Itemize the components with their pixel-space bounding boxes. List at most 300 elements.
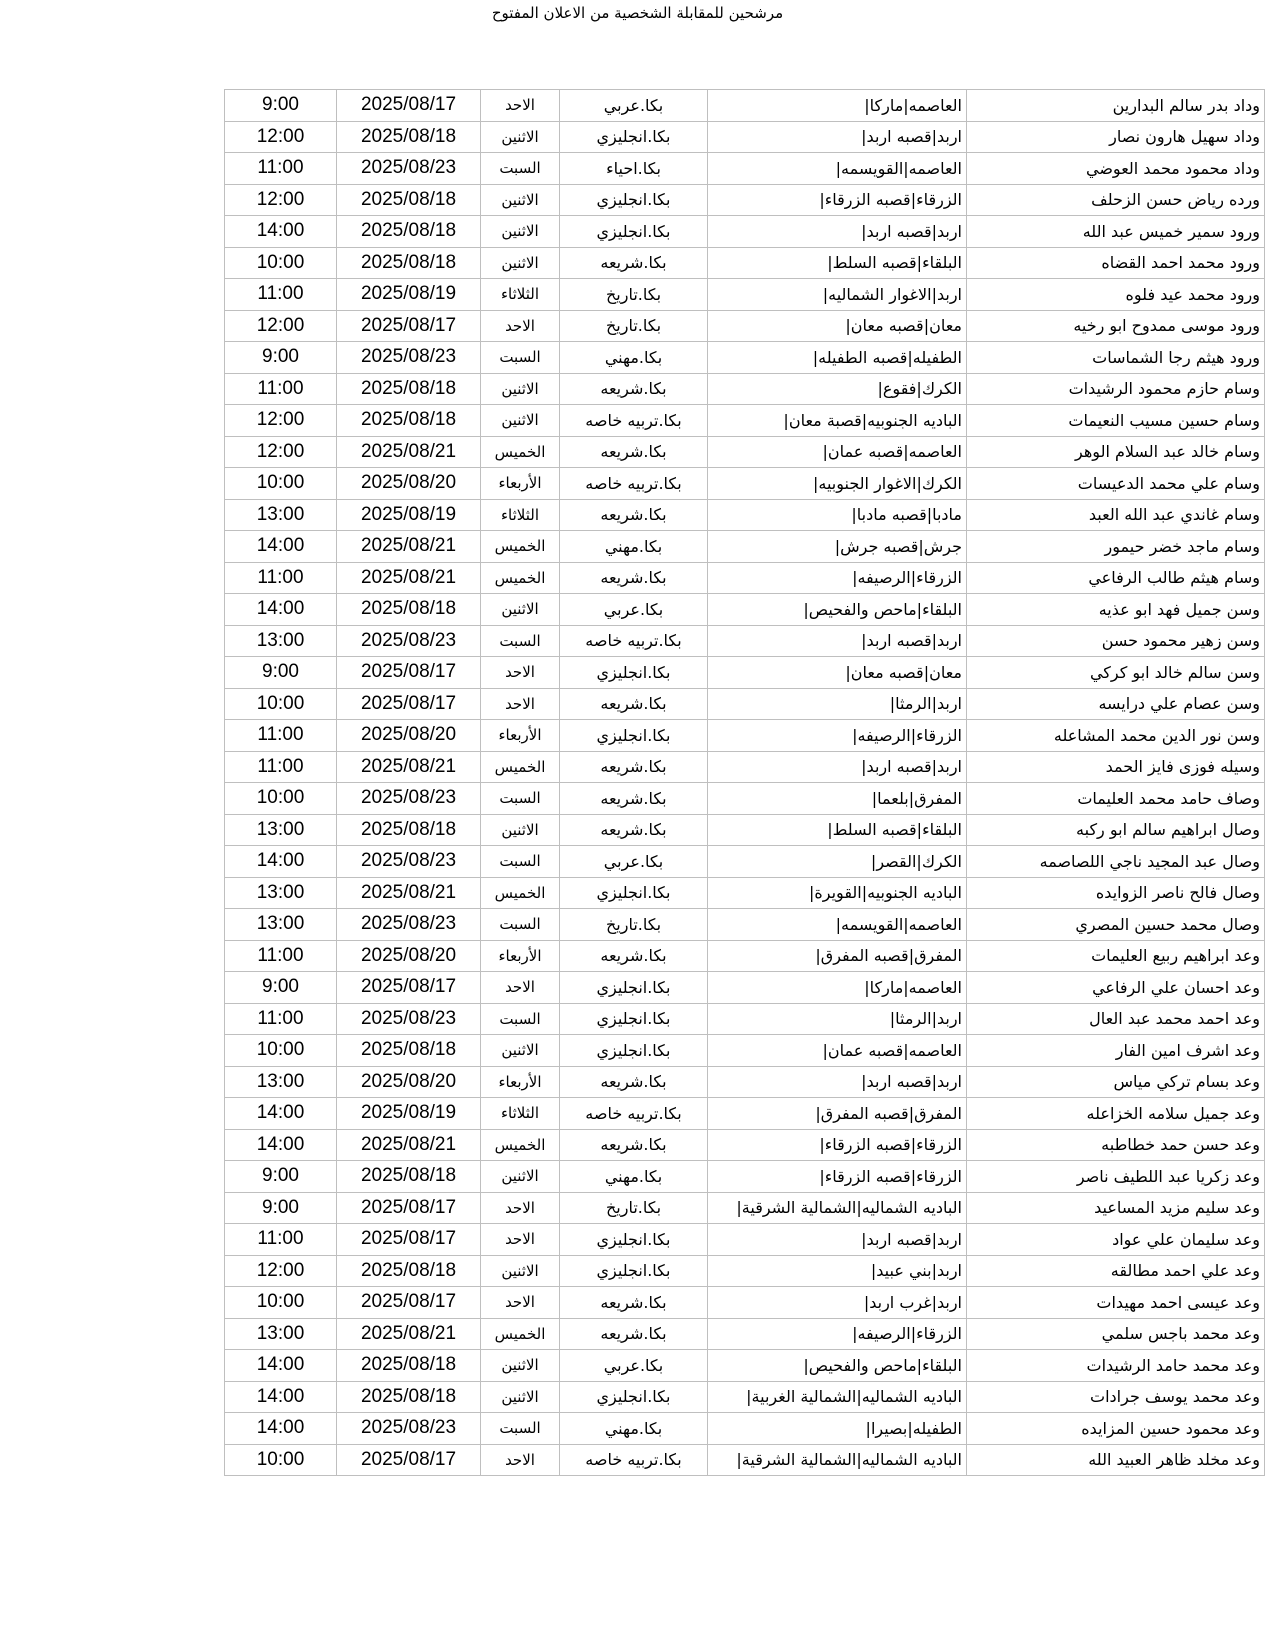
interview-date-cell: 2025/08/17 xyxy=(337,972,481,1004)
table-row xyxy=(225,468,1265,500)
interview-day-cell: السبت xyxy=(481,783,560,815)
interview-date-cell: 2025/08/21 xyxy=(337,751,481,783)
table-row xyxy=(225,1318,1265,1350)
candidate-name-cell: ورود محمد احمد القضاه xyxy=(967,247,1265,279)
interview-date-cell: 2025/08/23 xyxy=(337,909,481,941)
region-cell: الزرقاء|الرصيفه| xyxy=(708,720,967,752)
table-row xyxy=(225,90,1265,122)
region-cell: اربد|قصبه اربد| xyxy=(708,216,967,248)
interview-day-cell: الاحد xyxy=(481,657,560,689)
interview-day-cell: الأربعاء xyxy=(481,1066,560,1098)
region-cell: مادبا|قصبه مادبا| xyxy=(708,499,967,531)
candidate-name-cell: ورود هيثم رجا الشماسات xyxy=(967,342,1265,374)
interview-date-cell: 2025/08/18 xyxy=(337,1035,481,1067)
specialty-cell: بكا.عربي xyxy=(560,90,708,122)
interview-date-cell: 2025/08/21 xyxy=(337,877,481,909)
region-cell: البلقاء|ماحص والفحيص| xyxy=(708,594,967,626)
interview-date-cell: 2025/08/18 xyxy=(337,814,481,846)
specialty-cell: بكا.عربي xyxy=(560,846,708,878)
region-cell: الطفيله|بصيرا| xyxy=(708,1413,967,1445)
region-cell: اربد|قصبه اربد| xyxy=(708,1224,967,1256)
interview-time-cell: 12:00 xyxy=(225,1255,337,1287)
interview-date-cell: 2025/08/23 xyxy=(337,342,481,374)
specialty-cell: بكا.شريعه xyxy=(560,1129,708,1161)
candidate-name-cell: وعد بسام تركي مياس xyxy=(967,1066,1265,1098)
interview-time-cell: 14:00 xyxy=(225,594,337,626)
specialty-cell: بكا.شريعه xyxy=(560,940,708,972)
interview-date-cell: 2025/08/18 xyxy=(337,405,481,437)
region-cell: المفرق|قصبه المفرق| xyxy=(708,940,967,972)
interview-time-cell: 13:00 xyxy=(225,909,337,941)
interview-time-cell: 14:00 xyxy=(225,846,337,878)
table-row xyxy=(225,1098,1265,1130)
interview-day-cell: الثلاثاء xyxy=(481,499,560,531)
specialty-cell: بكا.مهني xyxy=(560,531,708,563)
interview-date-cell: 2025/08/21 xyxy=(337,531,481,563)
interview-date-cell: 2025/08/21 xyxy=(337,562,481,594)
interview-time-cell: 10:00 xyxy=(225,247,337,279)
interview-day-cell: الاثنين xyxy=(481,373,560,405)
specialty-cell: بكا.تاريخ xyxy=(560,310,708,342)
interview-time-cell: 13:00 xyxy=(225,877,337,909)
interview-date-cell: 2025/08/18 xyxy=(337,184,481,216)
specialty-cell: بكا.مهني xyxy=(560,1413,708,1445)
table-row xyxy=(225,1381,1265,1413)
interview-day-cell: الأربعاء xyxy=(481,468,560,500)
interview-day-cell: الاثنين xyxy=(481,814,560,846)
interview-day-cell: الاحد xyxy=(481,688,560,720)
interview-day-cell: السبت xyxy=(481,909,560,941)
candidate-name-cell: وصال عبد المجيد ناجي اللصاصمه xyxy=(967,846,1265,878)
interview-date-cell: 2025/08/17 xyxy=(337,657,481,689)
region-cell: الكرك|فقوع| xyxy=(708,373,967,405)
interview-time-cell: 11:00 xyxy=(225,373,337,405)
region-cell: الباديه الشماليه|الشمالية الشرقية| xyxy=(708,1444,967,1476)
interview-day-cell: الخميس xyxy=(481,562,560,594)
region-cell: الزرقاء|قصبه الزرقاء| xyxy=(708,1129,967,1161)
candidate-name-cell: وعد محمود حسين المزايده xyxy=(967,1413,1265,1445)
interview-time-cell: 14:00 xyxy=(225,1098,337,1130)
table-row xyxy=(225,373,1265,405)
table-row xyxy=(225,688,1265,720)
interview-time-cell: 14:00 xyxy=(225,1350,337,1382)
interview-day-cell: الاثنين xyxy=(481,1350,560,1382)
interview-date-cell: 2025/08/23 xyxy=(337,625,481,657)
interview-time-cell: 13:00 xyxy=(225,1318,337,1350)
table-row xyxy=(225,436,1265,468)
region-cell: اربد|قصبه اربد| xyxy=(708,1066,967,1098)
specialty-cell: بكا.انجليزي xyxy=(560,121,708,153)
candidate-name-cell: وعد احسان علي الرفاعي xyxy=(967,972,1265,1004)
table-row xyxy=(225,594,1265,626)
table-row xyxy=(225,1255,1265,1287)
interview-time-cell: 12:00 xyxy=(225,121,337,153)
candidate-name-cell: وصال ابراهيم سالم ابو ركبه xyxy=(967,814,1265,846)
interview-date-cell: 2025/08/18 xyxy=(337,1350,481,1382)
region-cell: الزرقاء|قصبه الزرقاء| xyxy=(708,1161,967,1193)
interview-date-cell: 2025/08/20 xyxy=(337,468,481,500)
interview-date-cell: 2025/08/23 xyxy=(337,1413,481,1445)
interview-day-cell: الاثنين xyxy=(481,405,560,437)
interview-time-cell: 14:00 xyxy=(225,216,337,248)
specialty-cell: بكا.انجليزي xyxy=(560,184,708,216)
region-cell: الزرقاء|الرصيفه| xyxy=(708,562,967,594)
candidate-name-cell: وداد سهيل هارون نصار xyxy=(967,121,1265,153)
candidate-name-cell: وعد زكريا عبد اللطيف ناصر xyxy=(967,1161,1265,1193)
region-cell: المفرق|بلعما| xyxy=(708,783,967,815)
interview-time-cell: 11:00 xyxy=(225,720,337,752)
interview-date-cell: 2025/08/18 xyxy=(337,247,481,279)
specialty-cell: بكا.انجليزي xyxy=(560,657,708,689)
interview-time-cell: 14:00 xyxy=(225,1381,337,1413)
interview-day-cell: السبت xyxy=(481,153,560,185)
region-cell: العاصمه|قصبه عمان| xyxy=(708,1035,967,1067)
candidate-name-cell: وعد محمد باجس سلمي xyxy=(967,1318,1265,1350)
table-row xyxy=(225,972,1265,1004)
region-cell: العاصمه|القويسمه| xyxy=(708,153,967,185)
interview-day-cell: الاحد xyxy=(481,310,560,342)
region-cell: الكرك|الاغوار الجنوبيه| xyxy=(708,468,967,500)
interview-day-cell: الاحد xyxy=(481,90,560,122)
specialty-cell: بكا.انجليزي xyxy=(560,1035,708,1067)
specialty-cell: بكا.تاريخ xyxy=(560,909,708,941)
candidate-name-cell: وصال محمد حسين المصري xyxy=(967,909,1265,941)
region-cell: اربد|الرمثا| xyxy=(708,688,967,720)
candidate-name-cell: وسام حسين مسيب النعيمات xyxy=(967,405,1265,437)
interview-date-cell: 2025/08/18 xyxy=(337,1381,481,1413)
specialty-cell: بكا.شريعه xyxy=(560,1287,708,1319)
table-row xyxy=(225,1224,1265,1256)
interview-time-cell: 9:00 xyxy=(225,972,337,1004)
interview-time-cell: 11:00 xyxy=(225,751,337,783)
specialty-cell: بكا.انجليزي xyxy=(560,1003,708,1035)
region-cell: العاصمه|ماركا| xyxy=(708,972,967,1004)
interview-day-cell: الاحد xyxy=(481,1444,560,1476)
interview-time-cell: 14:00 xyxy=(225,1413,337,1445)
interview-date-cell: 2025/08/20 xyxy=(337,940,481,972)
interview-time-cell: 14:00 xyxy=(225,1129,337,1161)
table-row xyxy=(225,1003,1265,1035)
interview-time-cell: 14:00 xyxy=(225,531,337,563)
table-row xyxy=(225,499,1265,531)
candidate-name-cell: وسن سالم خالد ابو كركي xyxy=(967,657,1265,689)
candidates-table-body xyxy=(225,90,1265,1476)
specialty-cell: بكا.شريعه xyxy=(560,751,708,783)
candidates-table xyxy=(224,89,1265,1476)
table-row xyxy=(225,1035,1265,1067)
table-row xyxy=(225,877,1265,909)
table-row xyxy=(225,625,1265,657)
interview-date-cell: 2025/08/17 xyxy=(337,310,481,342)
interview-date-cell: 2025/08/21 xyxy=(337,1318,481,1350)
interview-day-cell: الاثنين xyxy=(481,1255,560,1287)
specialty-cell: بكا.انجليزي xyxy=(560,216,708,248)
candidate-name-cell: وعد محمد حامد الرشيدات xyxy=(967,1350,1265,1382)
region-cell: الباديه الجنوبيه|قصبة معان| xyxy=(708,405,967,437)
candidate-name-cell: وعد سليمان علي عواد xyxy=(967,1224,1265,1256)
table-row xyxy=(225,405,1265,437)
interview-time-cell: 11:00 xyxy=(225,153,337,185)
interview-day-cell: الخميس xyxy=(481,1318,560,1350)
interview-day-cell: الأربعاء xyxy=(481,940,560,972)
interview-day-cell: السبت xyxy=(481,1413,560,1445)
interview-day-cell: السبت xyxy=(481,625,560,657)
region-cell: العاصمه|القويسمه| xyxy=(708,909,967,941)
interview-time-cell: 9:00 xyxy=(225,1161,337,1193)
region-cell: العاصمه|ماركا| xyxy=(708,90,967,122)
region-cell: الباديه الشماليه|الشمالية الغربية| xyxy=(708,1381,967,1413)
region-cell: اربد|بني عبيد| xyxy=(708,1255,967,1287)
interview-date-cell: 2025/08/18 xyxy=(337,373,481,405)
region-cell: اربد|قصبه اربد| xyxy=(708,625,967,657)
interview-day-cell: الاثنين xyxy=(481,1161,560,1193)
region-cell: اربد|قصبه اربد| xyxy=(708,751,967,783)
candidate-name-cell: وصاف حامد محمد العليمات xyxy=(967,783,1265,815)
table-row xyxy=(225,531,1265,563)
interview-day-cell: الثلاثاء xyxy=(481,1098,560,1130)
table-row xyxy=(225,1192,1265,1224)
table-row xyxy=(225,1287,1265,1319)
table-row xyxy=(225,1350,1265,1382)
specialty-cell: بكا.انجليزي xyxy=(560,1255,708,1287)
specialty-cell: بكا.شريعه xyxy=(560,783,708,815)
candidate-name-cell: وعد اشرف امين الفار xyxy=(967,1035,1265,1067)
table-row xyxy=(225,153,1265,185)
candidate-name-cell: وسام علي محمد الدعيسات xyxy=(967,468,1265,500)
interview-date-cell: 2025/08/18 xyxy=(337,1161,481,1193)
table-row xyxy=(225,310,1265,342)
interview-date-cell: 2025/08/23 xyxy=(337,846,481,878)
interview-day-cell: الاحد xyxy=(481,1287,560,1319)
interview-time-cell: 12:00 xyxy=(225,436,337,468)
interview-date-cell: 2025/08/19 xyxy=(337,1098,481,1130)
interview-time-cell: 13:00 xyxy=(225,625,337,657)
interview-date-cell: 2025/08/19 xyxy=(337,499,481,531)
interview-time-cell: 12:00 xyxy=(225,310,337,342)
interview-date-cell: 2025/08/17 xyxy=(337,688,481,720)
region-cell: العاصمه|قصبه عمان| xyxy=(708,436,967,468)
specialty-cell: بكا.تاريخ xyxy=(560,279,708,311)
table-row xyxy=(225,1129,1265,1161)
interview-date-cell: 2025/08/21 xyxy=(337,1129,481,1161)
table-row xyxy=(225,279,1265,311)
interview-time-cell: 13:00 xyxy=(225,814,337,846)
table-row xyxy=(225,562,1265,594)
interview-day-cell: الخميس xyxy=(481,751,560,783)
candidate-name-cell: ورود سمير خميس عبد الله xyxy=(967,216,1265,248)
candidate-name-cell: وعد حسن حمد خطاطبه xyxy=(967,1129,1265,1161)
specialty-cell: بكا.مهني xyxy=(560,1161,708,1193)
table-row xyxy=(225,814,1265,846)
interview-day-cell: الأربعاء xyxy=(481,720,560,752)
candidate-name-cell: وسام هيثم طالب الرفاعي xyxy=(967,562,1265,594)
region-cell: اربد|الاغوار الشماليه| xyxy=(708,279,967,311)
table-row xyxy=(225,1444,1265,1476)
interview-day-cell: الاثنين xyxy=(481,184,560,216)
interview-day-cell: السبت xyxy=(481,846,560,878)
interview-time-cell: 10:00 xyxy=(225,468,337,500)
interview-date-cell: 2025/08/23 xyxy=(337,153,481,185)
specialty-cell: بكا.احياء xyxy=(560,153,708,185)
interview-day-cell: الخميس xyxy=(481,1129,560,1161)
interview-date-cell: 2025/08/23 xyxy=(337,1003,481,1035)
interview-date-cell: 2025/08/20 xyxy=(337,720,481,752)
interview-day-cell: الاحد xyxy=(481,1224,560,1256)
candidate-name-cell: وعد سليم مزيد المساعيد xyxy=(967,1192,1265,1224)
table-row xyxy=(225,184,1265,216)
interview-time-cell: 11:00 xyxy=(225,562,337,594)
interview-time-cell: 10:00 xyxy=(225,1444,337,1476)
table-row xyxy=(225,909,1265,941)
interview-time-cell: 9:00 xyxy=(225,657,337,689)
interview-time-cell: 9:00 xyxy=(225,342,337,374)
table-row xyxy=(225,247,1265,279)
region-cell: معان|قصبه معان| xyxy=(708,310,967,342)
interview-day-cell: الخميس xyxy=(481,877,560,909)
region-cell: اربد|غرب اربد| xyxy=(708,1287,967,1319)
interview-date-cell: 2025/08/17 xyxy=(337,1224,481,1256)
candidate-name-cell: وصال فالح ناصر الزوايده xyxy=(967,877,1265,909)
interview-day-cell: الاثنين xyxy=(481,247,560,279)
interview-time-cell: 10:00 xyxy=(225,1035,337,1067)
interview-day-cell: الاثنين xyxy=(481,1381,560,1413)
interview-date-cell: 2025/08/21 xyxy=(337,436,481,468)
interview-day-cell: الاحد xyxy=(481,1192,560,1224)
interview-date-cell: 2025/08/20 xyxy=(337,1066,481,1098)
specialty-cell: بكا.عربي xyxy=(560,594,708,626)
candidate-name-cell: وعد احمد محمد عبد العال xyxy=(967,1003,1265,1035)
candidate-name-cell: وسام خالد عبد السلام الوهر xyxy=(967,436,1265,468)
specialty-cell: بكا.عربي xyxy=(560,1350,708,1382)
specialty-cell: بكا.مهني xyxy=(560,342,708,374)
region-cell: الزرقاء|الرصيفه| xyxy=(708,1318,967,1350)
specialty-cell: بكا.تربيه خاصه xyxy=(560,625,708,657)
specialty-cell: بكا.انجليزي xyxy=(560,877,708,909)
interview-time-cell: 9:00 xyxy=(225,90,337,122)
region-cell: جرش|قصبه جرش| xyxy=(708,531,967,563)
table-row xyxy=(225,1161,1265,1193)
interview-date-cell: 2025/08/18 xyxy=(337,1255,481,1287)
specialty-cell: بكا.شريعه xyxy=(560,1318,708,1350)
candidate-name-cell: وداد بدر سالم البدارين xyxy=(967,90,1265,122)
candidate-name-cell: وعد محمد يوسف جرادات xyxy=(967,1381,1265,1413)
specialty-cell: بكا.شريعه xyxy=(560,247,708,279)
region-cell: الطفيله|قصبه الطفيله| xyxy=(708,342,967,374)
specialty-cell: بكا.تربيه خاصه xyxy=(560,405,708,437)
table-row xyxy=(225,216,1265,248)
candidate-name-cell: وسن عصام علي درايسه xyxy=(967,688,1265,720)
interview-day-cell: الاثنين xyxy=(481,1035,560,1067)
table-row xyxy=(225,720,1265,752)
interview-date-cell: 2025/08/19 xyxy=(337,279,481,311)
candidate-name-cell: وعد ابراهيم ربيع العليمات xyxy=(967,940,1265,972)
interview-time-cell: 10:00 xyxy=(225,1287,337,1319)
interview-date-cell: 2025/08/18 xyxy=(337,216,481,248)
candidate-name-cell: وداد محمود محمد العوضي xyxy=(967,153,1265,185)
table-row xyxy=(225,1066,1265,1098)
candidate-name-cell: وسام ماجد خضر حيمور xyxy=(967,531,1265,563)
candidate-name-cell: ورود موسى ممدوح ابو رخيه xyxy=(967,310,1265,342)
interview-time-cell: 9:00 xyxy=(225,1192,337,1224)
region-cell: الزرقاء|قصبه الزرقاء| xyxy=(708,184,967,216)
interview-time-cell: 12:00 xyxy=(225,184,337,216)
region-cell: الباديه الشماليه|الشمالية الشرقية| xyxy=(708,1192,967,1224)
region-cell: معان|قصبه معان| xyxy=(708,657,967,689)
specialty-cell: بكا.شريعه xyxy=(560,562,708,594)
specialty-cell: بكا.انجليزي xyxy=(560,1224,708,1256)
interview-day-cell: الخميس xyxy=(481,531,560,563)
interview-day-cell: الاثنين xyxy=(481,216,560,248)
region-cell: البلقاء|قصبه السلط| xyxy=(708,247,967,279)
table-row xyxy=(225,751,1265,783)
interview-date-cell: 2025/08/17 xyxy=(337,1287,481,1319)
table-row xyxy=(225,783,1265,815)
table-row xyxy=(225,121,1265,153)
interview-day-cell: الاحد xyxy=(481,972,560,1004)
interview-date-cell: 2025/08/17 xyxy=(337,1444,481,1476)
interview-time-cell: 11:00 xyxy=(225,940,337,972)
region-cell: الكرك|القصر| xyxy=(708,846,967,878)
specialty-cell: بكا.تاريخ xyxy=(560,1192,708,1224)
candidate-name-cell: ورده رياض حسن الزحلف xyxy=(967,184,1265,216)
specialty-cell: بكا.شريعه xyxy=(560,814,708,846)
candidate-name-cell: وعد جميل سلامه الخزاعله xyxy=(967,1098,1265,1130)
interview-time-cell: 10:00 xyxy=(225,783,337,815)
interview-day-cell: الاثنين xyxy=(481,121,560,153)
interview-day-cell: الثلاثاء xyxy=(481,279,560,311)
interview-time-cell: 13:00 xyxy=(225,499,337,531)
candidate-name-cell: وسن نور الدين محمد المشاعله xyxy=(967,720,1265,752)
candidate-name-cell: وسام غاندي عبد الله العبد xyxy=(967,499,1265,531)
interview-time-cell: 10:00 xyxy=(225,688,337,720)
interview-time-cell: 12:00 xyxy=(225,405,337,437)
interview-date-cell: 2025/08/18 xyxy=(337,594,481,626)
specialty-cell: بكا.تربيه خاصه xyxy=(560,1098,708,1130)
specialty-cell: بكا.انجليزي xyxy=(560,972,708,1004)
interview-date-cell: 2025/08/18 xyxy=(337,121,481,153)
specialty-cell: بكا.تربيه خاصه xyxy=(560,468,708,500)
candidate-name-cell: وسن زهير محمود حسن xyxy=(967,625,1265,657)
candidate-name-cell: وعد مخلد ظاهر العبيد الله xyxy=(967,1444,1265,1476)
interview-time-cell: 11:00 xyxy=(225,279,337,311)
specialty-cell: بكا.شريعه xyxy=(560,499,708,531)
specialty-cell: بكا.شريعه xyxy=(560,373,708,405)
page-title: مرشحين للمقابلة الشخصية من الاعلان المفتوح xyxy=(491,4,784,22)
candidate-name-cell: وسام حازم محمود الرشيدات xyxy=(967,373,1265,405)
interview-date-cell: 2025/08/23 xyxy=(337,783,481,815)
region-cell: اربد|الرمثا| xyxy=(708,1003,967,1035)
candidate-name-cell: وسيله فوزى فايز الحمد xyxy=(967,751,1265,783)
interview-time-cell: 11:00 xyxy=(225,1003,337,1035)
region-cell: الباديه الجنوبيه|القويرة| xyxy=(708,877,967,909)
specialty-cell: بكا.شريعه xyxy=(560,436,708,468)
table-row xyxy=(225,657,1265,689)
table-row xyxy=(225,342,1265,374)
table-row xyxy=(225,940,1265,972)
region-cell: اربد|قصبه اربد| xyxy=(708,121,967,153)
interview-date-cell: 2025/08/17 xyxy=(337,90,481,122)
table-row xyxy=(225,846,1265,878)
candidate-name-cell: ورود محمد عيد فلوه xyxy=(967,279,1265,311)
interview-time-cell: 11:00 xyxy=(225,1224,337,1256)
interview-day-cell: الاثنين xyxy=(481,594,560,626)
interview-day-cell: السبت xyxy=(481,342,560,374)
specialty-cell: بكا.شريعه xyxy=(560,688,708,720)
candidate-name-cell: وعد عيسى احمد مهيدات xyxy=(967,1287,1265,1319)
region-cell: البلقاء|قصبه السلط| xyxy=(708,814,967,846)
candidate-name-cell: وعد علي احمد مطالقه xyxy=(967,1255,1265,1287)
candidate-name-cell: وسن جميل فهد ابو عذيه xyxy=(967,594,1265,626)
